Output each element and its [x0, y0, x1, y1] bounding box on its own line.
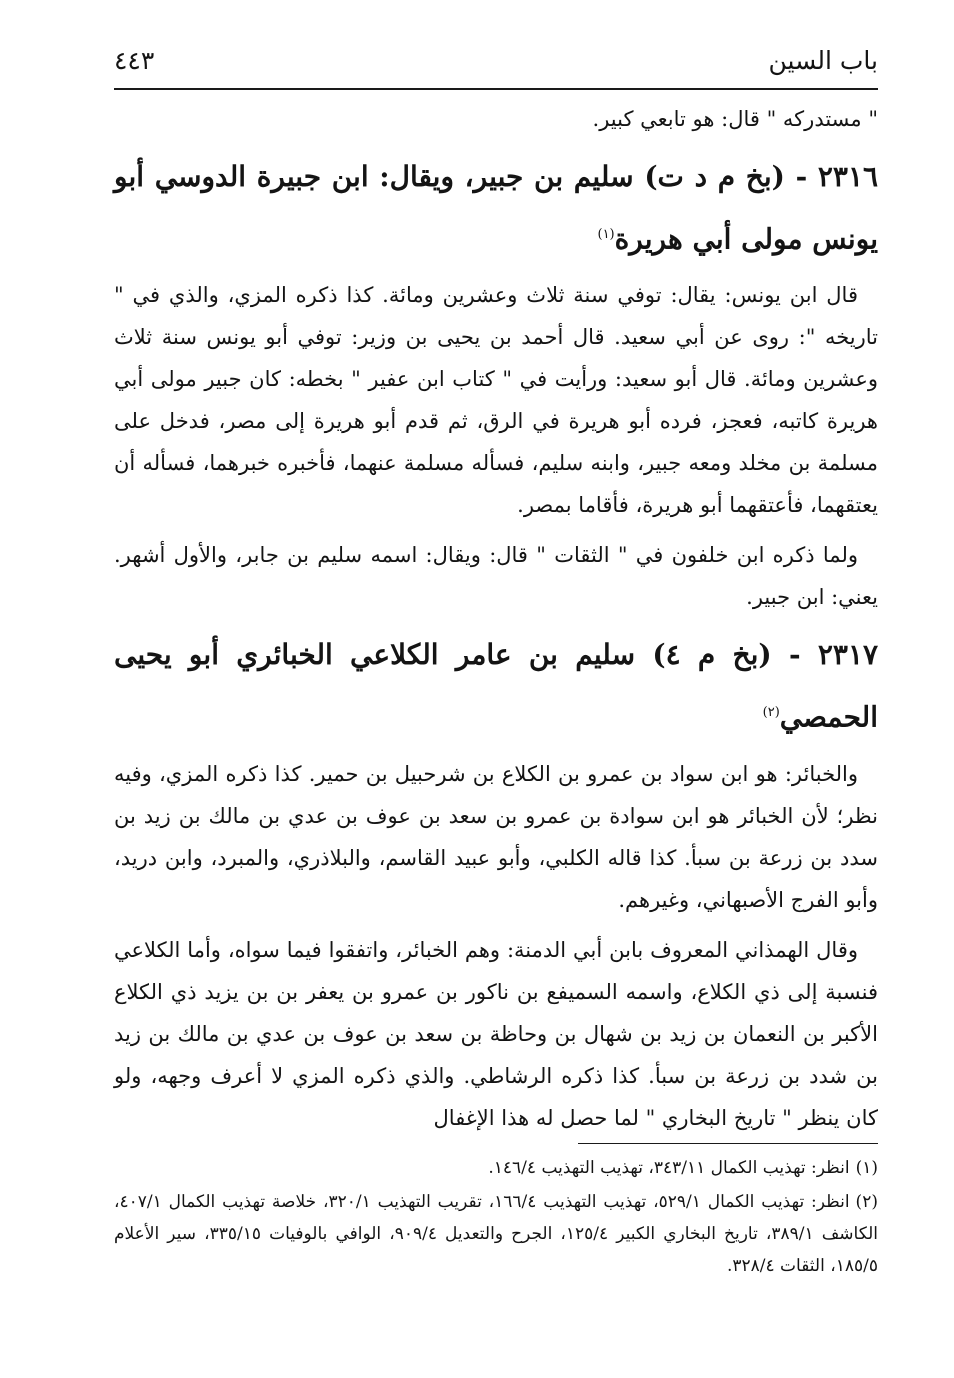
footnote-text: انظر: تهذيب الكمال ٣٤٣/١١، تهذيب التهذيب ١٤٦/٤.	[488, 1158, 850, 1178]
entry-title: سليم بن عامر الكلاعي الخبائري أبو يحيى الحمصي	[114, 638, 878, 734]
paragraph-continuation: " مستدركه " قال: هو تابعي كبير.	[592, 107, 878, 131]
footnote-separator	[578, 1143, 878, 1144]
page-number: ٤٤٣	[114, 46, 155, 75]
entry-title: سليم بن جبير، ويقال: ابن جبيرة الدوسي أبو يونس مولى أبي هريرة	[114, 160, 878, 256]
entry-heading-2316	[114, 148, 878, 268]
section-title: باب السين	[768, 46, 878, 75]
entry-codes: (بخ م ٤)	[652, 638, 772, 672]
paragraph: وقال الهمذاني المعروف بابن أبي الدمنة: وهم الخبائر، واتفقوا فيما سواه، وأما الكلاعي فنسبة إلى ذي الكلاع، واسمه السميفع بن ناكور بن عمرو بن يعفر بن بن يزيد ذي الكلاع الأكبر بن النعمان بن زيد بن شهال بن وحاظة بن سعد بن عوف بن عدي بن مالك بن زيد بن شدد بن زرعة بن سبأ. كذا ذكره الرشاطي. والذي ذكره المزي لا أعرف وجهه، ولو كان ينظر " تاريخ البخاري " لما حصل له هذا الإغفال	[114, 937, 878, 1130]
footnote-marker: (٢)	[855, 1192, 878, 1212]
entry-heading-2317	[114, 626, 878, 746]
paragraph: ولما ذكره ابن خلفون في " الثقات " قال: ويقال: اسمه سليم بن جابر، والأول أشهر. يعني: ابن جبير.	[114, 543, 878, 610]
footnote	[114, 1152, 878, 1184]
footnote-ref: (١)	[597, 227, 615, 242]
footnote-ref: (٢)	[762, 705, 780, 721]
entry-codes: (بخ م د ت)	[644, 160, 785, 193]
main-text	[114, 98, 878, 1147]
entry-number: ٢٣١٧ -	[788, 638, 879, 672]
paragraph: قال ابن يونس: يقال: توفي سنة ثلاث وعشرين ومائة. كذا ذكره المزي، والذي في " تاريخه ": روى عن أبي سعيد. قال أحمد بن يحيى بن وزير: توفي أبو يونس سنة ثلاث وعشرين ومائة. قال أبو سعيد: ورأيت في " كتاب ابن عفير " بخطه: كان جبير مولى أبي هريرة كاتبه، فعجز، فرده أبو هريرة في الرق، ثم قدم أبو هريرة إلى مصر، فدخل على مسلمة بن مخلد ومعه جبير، وابنه سليم، فسأله مسلمة عنهما، فأخبره خبرهما، فسأله أن يعتقهما، فأعتقهما أبو هريرة، فأقاما بمصر.	[114, 283, 879, 518]
footnotes	[114, 1152, 878, 1284]
footnote-text: انظر: تهذيب الكمال ٥٢٩/١، تهذيب التهذيب ١٦٦/٤، تقريب التهذيب ٣٢٠/١، خلاصة تهذيب الكمال ٤٠٧/١، الكاشف ٣٨٩/١، تاريخ البخاري الكبير ١٢٥/٤، الجرح والتعديل ٩٠٩/٤، الوافي بالوفيات ٣٣٥/١٥، سير الأعلام ١٨٥/٥، الثقات ٣٢٨/٤.	[114, 1192, 879, 1276]
paragraph: والخبائر: هو ابن سواد بن عمرو بن الكلاع بن شرحبيل بن حمير. كذا ذكره المزي، وفيه نظر؛ لأن الخبائر هو ابن سوادة بن عمرو بن سعد بن عوف بن عدي بن مالك بن زيد بن سدد بن زرعة بن سبأ. كذا قاله الكلبي، وأبو عبيد القاسم، والبلاذري، والمبرد، وابن دريد، وأبو الفرج الأصبهاني، وغيرهم.	[114, 761, 878, 912]
footnote	[114, 1186, 878, 1282]
entry-number: ٢٣١٦ -	[795, 160, 879, 193]
footnote-marker: (١)	[855, 1158, 878, 1178]
page-header	[114, 40, 878, 90]
